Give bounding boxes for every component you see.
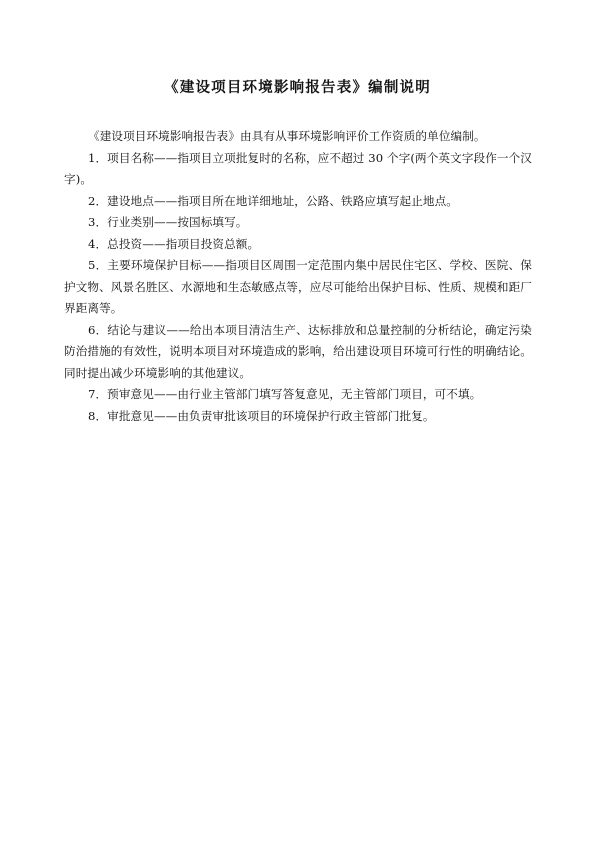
item-total-investment: 4．总投资——指项目投资总额。: [88, 236, 260, 251]
item-protection-targets: 5．主要环境保护目标——指项目区周围一定范围内集中居民住宅区、学校、医院、保护文物、风景名胜区、水源地和生态敏感点等，应尽可能给出保护目标、性质、规模和距厂界距离等。: [64, 258, 532, 315]
item-approval-opinion: 8．审批意见——由负责审批该项目的环境保护行政主管部门批复。: [88, 408, 435, 423]
intro-paragraph: 《建设项目环境影响报告表》由具有从事环境影响评价工作资质的单位编制。: [88, 129, 486, 143]
document-title: 《建设项目环境影响报告表》编制说明: [164, 80, 431, 96]
item-project-name: 1．项目名称——指项目立项批复时的名称，应不超过 30 个字(两个英文字段作一个汉字)。: [64, 150, 532, 186]
document-body: [64, 126, 532, 427]
item-preliminary-review: 7．预审意见——由行业主管部门填写答复意见，无主管部门项目，可不填。: [88, 387, 482, 401]
item-construction-site: 2．建设地点——指项目所在地详细地址，公路、铁路应填写起止地点。: [88, 193, 458, 208]
item-conclusions: 6．结论与建议——给出本项目清洁生产、达标排放和总量控制的分析结论，确定污染防治措施的有效性，说明本项目对环境造成的影响，给出建设项目环境可行性的明确结论。同时提出减少环境影响的其他建议。: [64, 322, 532, 380]
item-industry-category: 3．行业类别——按国标填写。: [88, 215, 248, 229]
